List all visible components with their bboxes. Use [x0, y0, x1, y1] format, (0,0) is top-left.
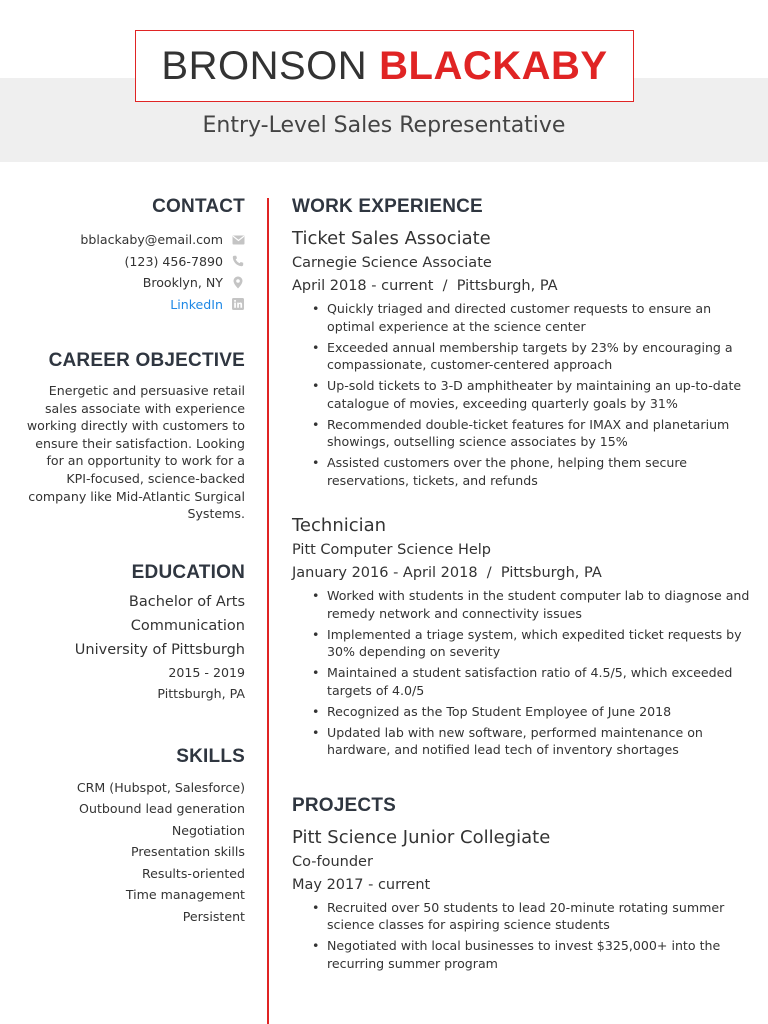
contact-heading: CONTACT	[152, 196, 245, 217]
linkedin-icon[interactable]	[231, 298, 245, 310]
bullet-item: • Worked with students in the student computer lab to diagnose and remedy network and connectivity issues	[312, 587, 752, 622]
objective-text: Energetic and persuasive retail sales associate with experience working directly with customers to ensure their satisfaction. Looking for an opportunity to work for a KPI-focused, science-backed company like Mid-Atlantic Surgical Systems.	[26, 383, 245, 522]
name-box	[135, 30, 634, 102]
school: University of Pittsburgh	[74, 641, 245, 658]
bullet-item: • Maintained a student satisfaction ratio of 4.5/5, which exceeded targets of 4.0/5	[312, 664, 752, 699]
objective-heading: CAREER OBJECTIVE	[48, 350, 245, 371]
education-years: 2015 - 2019	[168, 664, 245, 680]
job-bullets	[312, 587, 752, 759]
skill-item: Time management	[125, 887, 245, 903]
job-entry	[292, 226, 752, 489]
job-title: Ticket Sales Associate	[292, 228, 491, 249]
map-pin-icon	[231, 277, 245, 289]
contact-phone	[20, 251, 245, 273]
skills-list	[20, 777, 245, 928]
job-company: Carnegie Science Associate	[292, 255, 492, 271]
left-column	[20, 196, 245, 927]
bullet-item: • Recognized as the Top Student Employee of June 2018	[312, 703, 752, 721]
project-bullets	[312, 899, 752, 973]
first-name: BRONSON	[161, 43, 368, 88]
bullet-item: • Exceeded annual membership targets by 23% by encouraging a compassionate, customer-centered approach	[312, 339, 752, 374]
contact-linkedin[interactable]	[20, 294, 245, 316]
skill-item: Negotiation	[171, 822, 245, 838]
skill-item: Presentation skills	[130, 844, 245, 860]
education-block	[20, 590, 245, 705]
email-text: bblackaby@email.com	[80, 232, 223, 248]
job-bullets	[312, 300, 752, 489]
bullet-item: • Implemented a triage system, which expedited ticket requests by 30% depending on severity	[312, 626, 752, 661]
project-dates: May 2017 - current	[292, 876, 431, 893]
contact-list	[20, 229, 245, 315]
skill-item: Persistent	[182, 908, 245, 924]
major: Communication	[130, 617, 245, 634]
bullet-item: • Updated lab with new software, performed maintenance on hardware, and notified lead tech of inventory shortages	[312, 724, 752, 759]
envelope-icon	[231, 234, 245, 246]
location-text: Brooklyn, NY	[142, 275, 223, 291]
job-title: Entry-Level Sales Representative	[202, 113, 566, 138]
education-location: Pittsburgh, PA	[157, 686, 245, 702]
degree: Bachelor of Arts	[128, 593, 245, 610]
right-column	[292, 196, 752, 976]
bullet-item: • Negotiated with local businesses to invest $325,000+ into the recurring summer program	[312, 937, 752, 972]
contact-location	[20, 272, 245, 294]
column-divider	[267, 198, 269, 1024]
linkedin-link[interactable]: LinkedIn	[170, 296, 223, 312]
bullet-item: • Assisted customers over the phone, helping them secure reservations, tickets, and refunds	[312, 454, 752, 489]
last-name: BLACKABY	[379, 43, 608, 88]
bullet-item: • Recruited over 50 students to lead 20-minute rotating summer science classes for aspiring science students	[312, 899, 752, 934]
contact-email[interactable]	[20, 229, 245, 251]
job-entry	[292, 513, 752, 759]
phone-icon	[231, 255, 245, 267]
skills-heading: SKILLS	[176, 745, 245, 767]
projects-heading: PROJECTS	[292, 794, 397, 816]
job-dates: January 2016 - April 2018 / Pittsburgh, PA	[292, 565, 602, 581]
skill-item: CRM (Hubspot, Salesforce)	[76, 779, 245, 795]
job-company: Pitt Computer Science Help	[292, 542, 491, 558]
work-heading: WORK EXPERIENCE	[292, 196, 483, 217]
project-entry	[292, 825, 752, 973]
job-title: Technician	[292, 515, 387, 536]
bullet-item: • Quickly triaged and directed customer requests to ensure an optimal experience at the science center	[312, 300, 752, 335]
phone-text: (123) 456-7890	[124, 253, 223, 269]
skill-item: Results-oriented	[141, 865, 245, 881]
bullet-item: • Recommended double-ticket features for IMAX and planetarium showings, outselling science associates by 15%	[312, 416, 752, 451]
education-heading: EDUCATION	[131, 561, 245, 583]
job-dates: April 2018 - current / Pittsburgh, PA	[292, 278, 558, 294]
project-role: Co-founder	[292, 853, 373, 870]
skill-item: Outbound lead generation	[79, 801, 245, 817]
bullet-item: • Up-sold tickets to 3-D amphitheater by maintaining an up-to-date catalogue of movies, exceeding quarterly goals by 31%	[312, 377, 752, 412]
project-title: Pitt Science Junior Collegiate	[292, 826, 551, 848]
